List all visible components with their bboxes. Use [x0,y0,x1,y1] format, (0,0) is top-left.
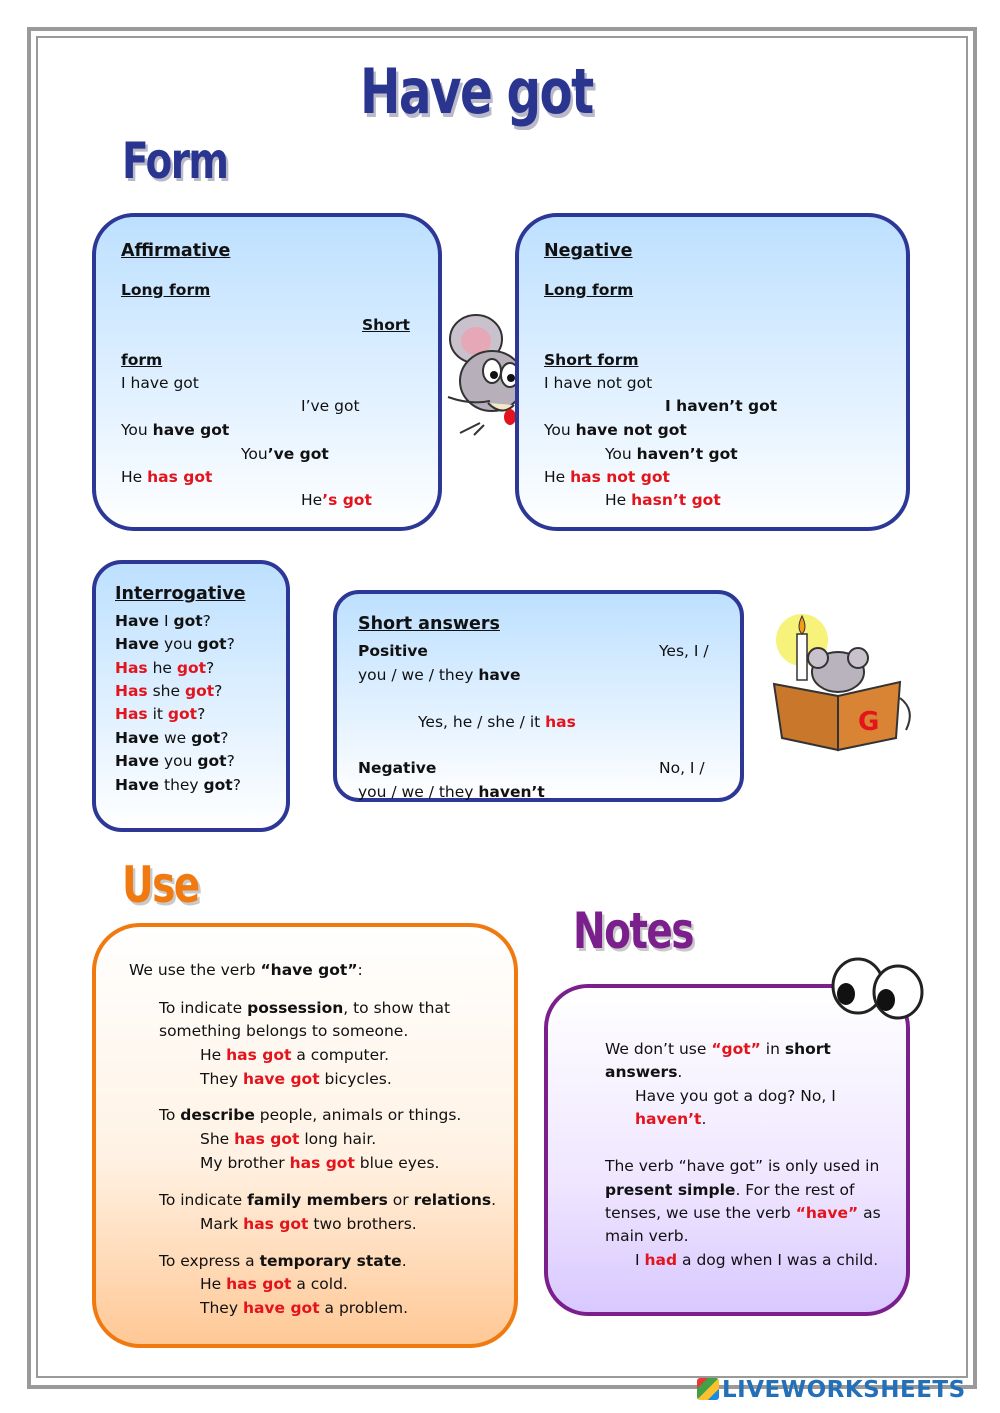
affirmative-short-1: I’ve got [301,397,360,415]
notes-example-2: I had a dog when I was a child. [635,1251,879,1269]
short-answers-content [337,594,740,801]
negative-long-1: I have not got [544,374,653,392]
use-example-1: He has got a computer. [200,1046,390,1064]
eyes-illustration [828,952,928,1022]
section-heading-notes: Notes [573,902,693,960]
notes-box [544,984,910,1316]
negative-short-3: He hasn’t got [605,491,721,509]
short-answers-box [333,590,744,802]
affirmative-long-2: You have got [121,421,230,439]
use-example-4: My brother has got blue eyes. [200,1154,440,1172]
positive-he-line: Yes, he / she / it has [418,713,576,731]
use-point-2: To describe people, animals or things. [159,1106,462,1124]
question-4: Has she got? [115,682,223,700]
logo-text: LIVEWORKSHEETS [722,1377,966,1403]
question-2: Have you got? [115,635,235,653]
interrogative-heading: Interrogative [115,584,246,604]
positive-plural-line: you / we / they have [358,666,521,684]
short-answers-heading: Short answers [358,614,500,634]
liveworksheets-logo[interactable] [697,1377,966,1403]
notes-line-1: We don’t use “got” in short [605,1040,831,1058]
interrogative-box [92,560,290,832]
affirmative-long-1: I have got [121,374,199,392]
use-intro: We use the verb “have got”: [129,961,363,979]
logo-badge-icon [697,1378,719,1400]
notes-line-2: answers. [605,1063,683,1081]
notes-line-4: present simple. For the rest of [605,1181,855,1199]
affirmative-box [92,213,442,531]
use-example-7: They have got a problem. [200,1299,409,1317]
use-point-1: To indicate possession, to show that [159,999,451,1017]
notes-line-6: main verb. [605,1227,689,1245]
page-title: Have got [360,55,593,128]
use-example-2: They have got bicycles. [200,1070,392,1088]
use-point-3: To indicate family members or relations. [159,1191,497,1209]
affirmative-form-label: form [121,351,163,369]
notes-example-1: Have you got a dog? No, I [635,1087,836,1105]
question-7: Have you got? [115,752,235,770]
use-point-1-cont: something belongs to someone. [159,1022,409,1040]
positive-yes-i: Yes, I / [659,642,709,660]
question-3: Has he got? [115,659,215,677]
section-heading-use: Use [122,856,199,914]
affirmative-short-2: You’ve got [241,445,329,463]
notes-line-3: The verb “have got” is only used in [605,1157,880,1175]
negative-box [515,213,910,531]
notes-line-5: tenses, we use the verb “have” as [605,1204,881,1222]
negative-long-form-label: Long form [544,281,634,299]
question-8: Have they got? [115,776,241,794]
negative-long-2: You have not got [544,421,687,439]
use-box [92,923,518,1348]
use-point-4: To express a temporary state. [159,1252,407,1270]
affirmative-short-3: He’s got [301,491,372,509]
notes-example-1-cont: haven’t. [635,1110,707,1128]
use-example-5: Mark has got two brothers. [200,1215,417,1233]
use-example-6: He has got a cold. [200,1275,348,1293]
use-example-3: She has got long hair. [200,1130,377,1148]
question-5: Has it got? [115,705,206,723]
negative-long-3: He has not got [544,468,670,486]
negative-short-2: You haven’t got [605,445,738,463]
negative-heading: Negative [544,241,633,261]
affirmative-short-label: Short [362,316,410,334]
negative-short-1: I haven’t got [665,397,778,415]
mouse-illustration [440,305,525,435]
svg-text:G: G [858,707,880,737]
positive-label: Positive [358,642,428,660]
negative-plural-line: you / we / they haven’t [358,783,545,801]
negative-no-i: No, I / [659,759,705,777]
affirmative-heading: Affirmative [121,241,231,261]
negative-label: Negative [358,759,437,777]
affirmative-long-form-label: Long form [121,281,211,299]
affirmative-long-3: He has got [121,468,213,486]
negative-short-form-label: Short form [544,351,639,369]
question-6: Have we got? [115,729,229,747]
question-1: Have I got? [115,612,211,630]
section-heading-form: Form [122,132,228,190]
reading-mouse-illustration [760,610,920,760]
